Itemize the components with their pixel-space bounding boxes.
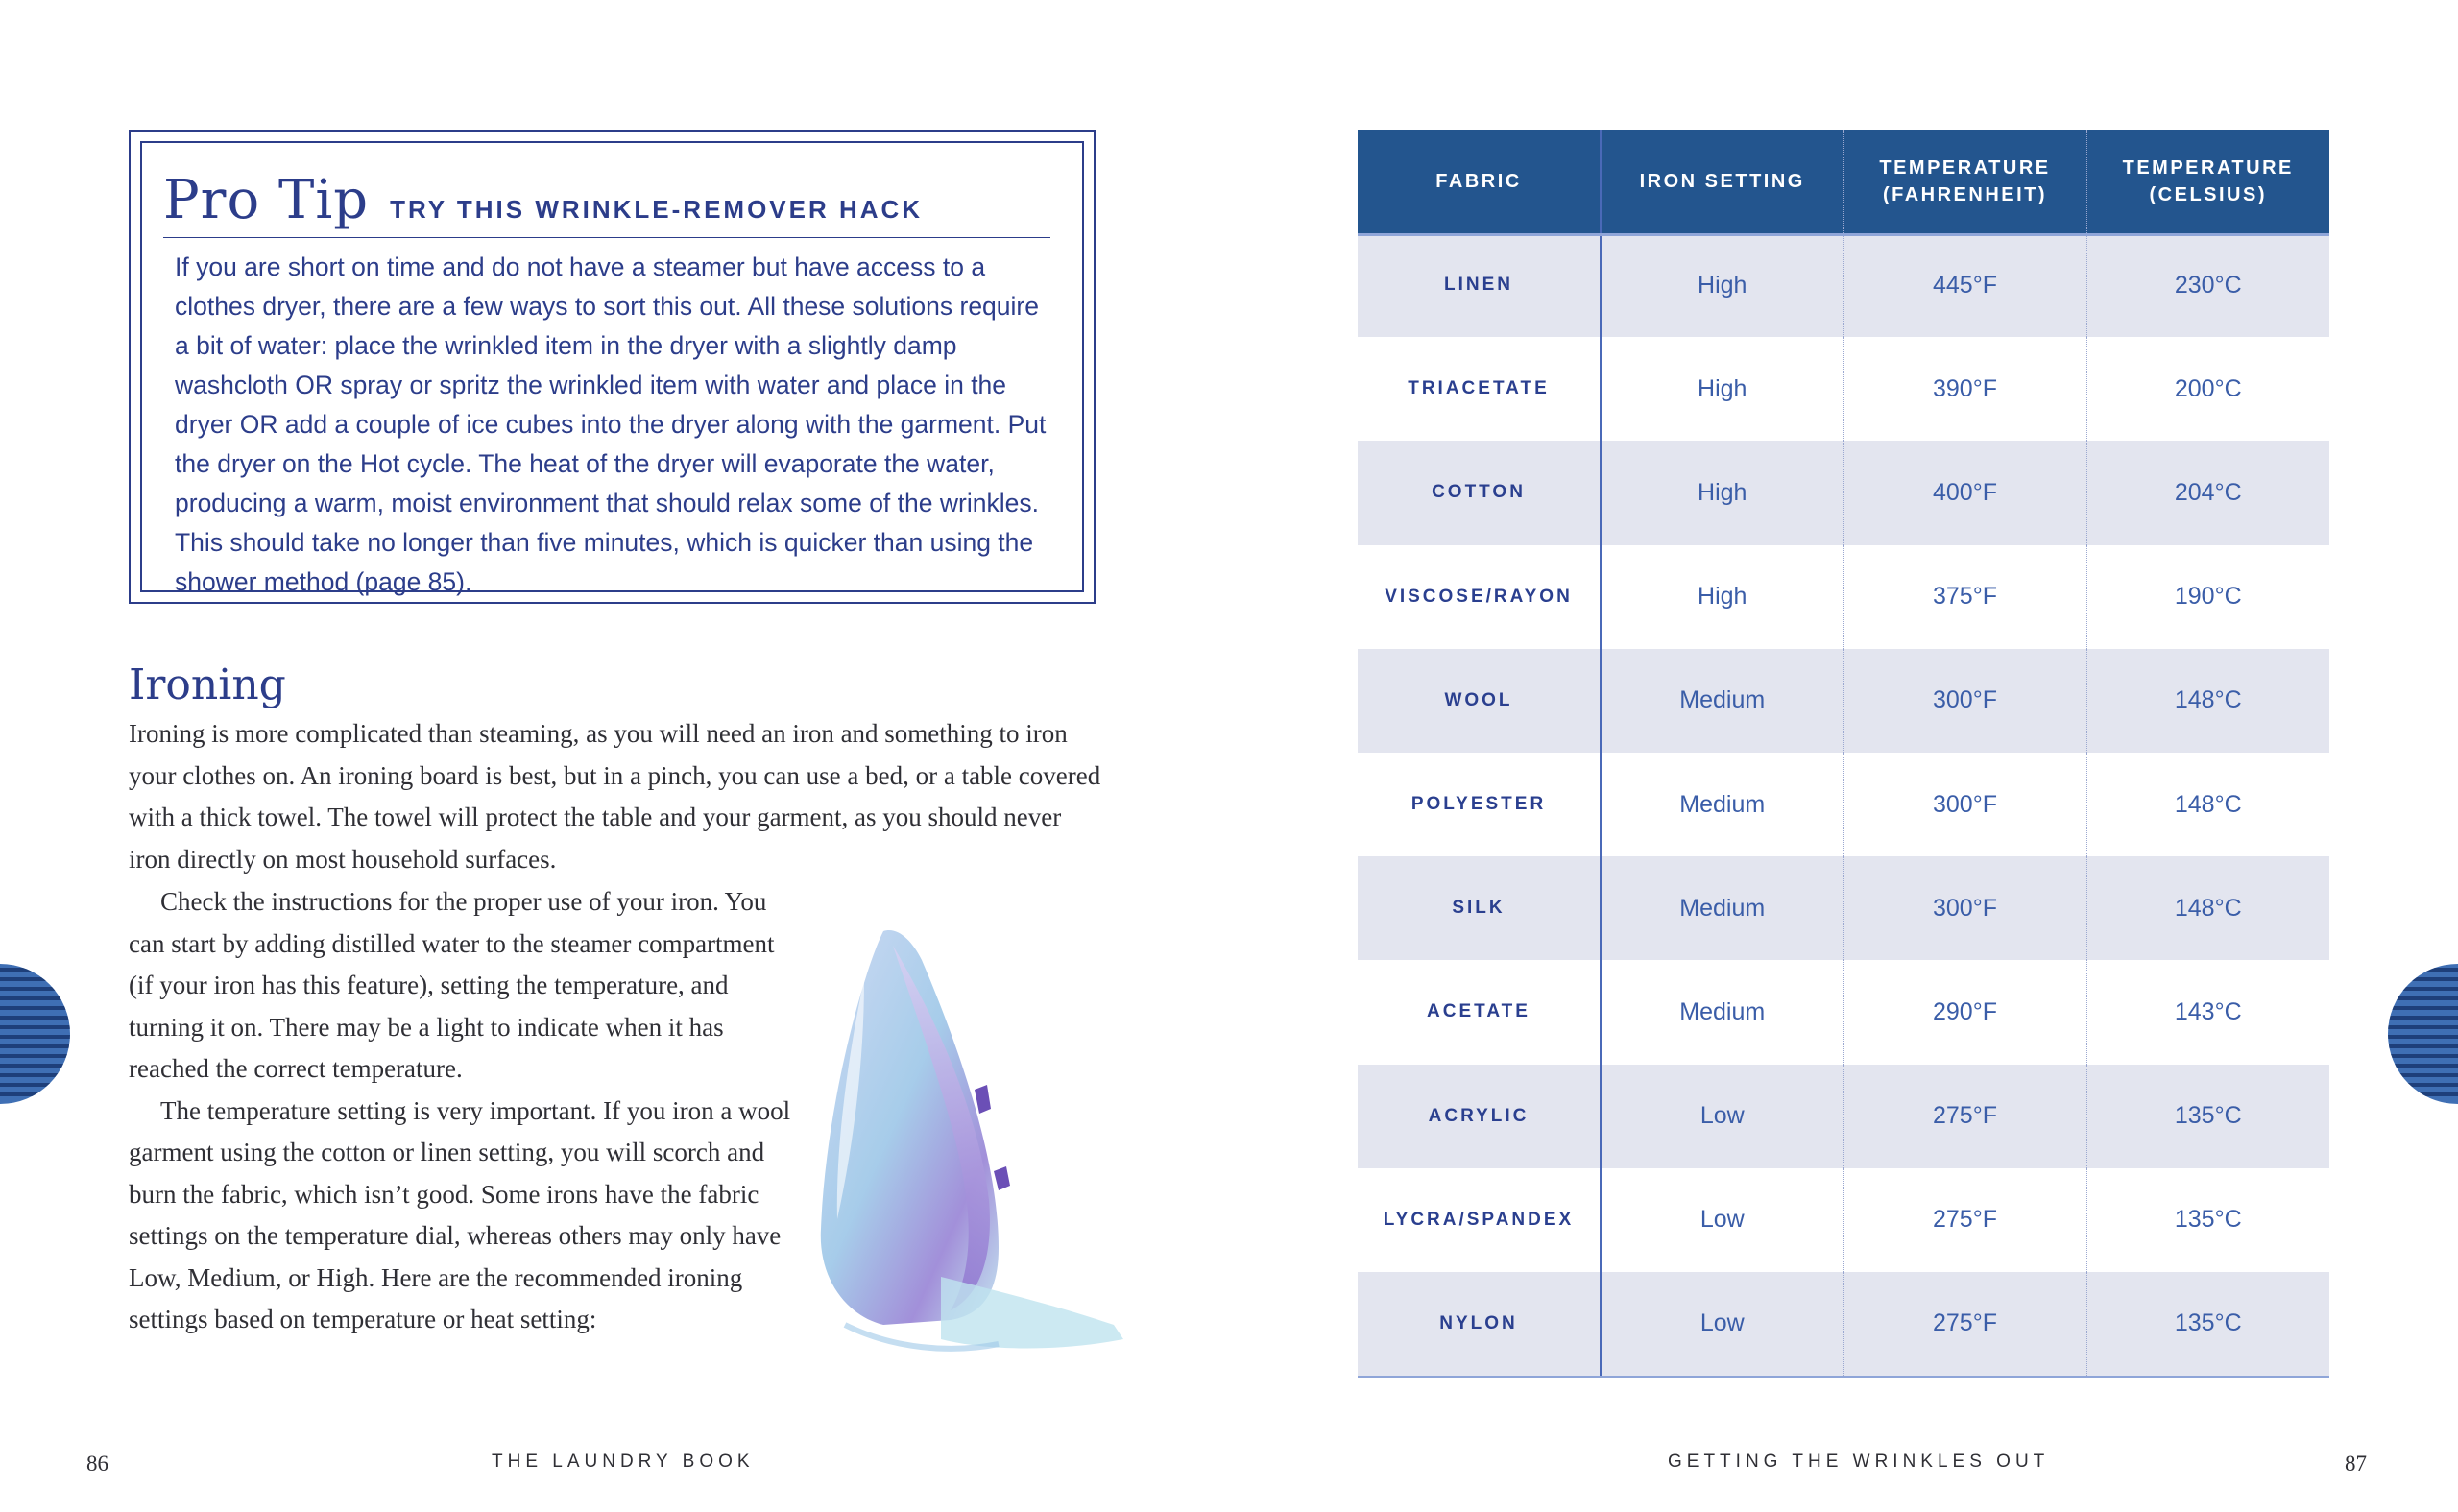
fabric-cell: LINEN bbox=[1358, 233, 1601, 337]
table-footer-rule bbox=[1358, 1376, 2329, 1380]
celsius-cell: 148°C bbox=[2086, 753, 2329, 856]
table-row bbox=[1358, 1168, 2329, 1272]
left-side-stripe-tab bbox=[0, 964, 71, 1104]
fabric-cell: LYCRA/SPANDEX bbox=[1383, 1209, 1575, 1230]
fahrenheit-cell: 290°F bbox=[1844, 960, 2086, 1064]
running-title-left: THE LAUNDRY BOOK bbox=[492, 1452, 755, 1472]
fabric-cell: POLYESTER bbox=[1410, 794, 1547, 815]
column-header-temp-fahrenheit: TEMPERATURE (FAHRENHEIT) bbox=[1844, 130, 2086, 233]
celsius-cell: 143°C bbox=[2086, 960, 2329, 1064]
ironing-paragraph-2: Check the instructions for the proper use of your iron. You can start by adding distilled water to the steamer compartment (if your iron has this feature), setting the temperature, and turning it on. There may be a light to indicate when it has reached the correct temperature. bbox=[129, 887, 775, 1083]
table-row bbox=[1358, 856, 2329, 960]
celsius-cell: 135°C bbox=[2086, 1272, 2329, 1376]
ironing-settings-table bbox=[1358, 130, 2329, 1376]
ironing-paragraph-1 bbox=[129, 713, 1108, 880]
setting-cell: High bbox=[1601, 441, 1844, 544]
table-row bbox=[1358, 960, 2329, 1064]
setting-cell: Medium bbox=[1601, 960, 1844, 1064]
protip-subtitle: TRY THIS WRINKLE-REMOVER HACK bbox=[390, 195, 924, 224]
fabric-cell: TRIACETATE bbox=[1408, 378, 1550, 399]
page-number-left: 86 bbox=[86, 1452, 108, 1476]
celsius-cell: 204°C bbox=[2086, 441, 2329, 544]
fahrenheit-cell: 275°F bbox=[1844, 1065, 2086, 1168]
celsius-cell: 148°C bbox=[2086, 649, 2329, 753]
table-header-row bbox=[1358, 130, 2329, 233]
fahrenheit-cell: 390°F bbox=[1844, 337, 2086, 441]
protip-title: Pro Tip bbox=[163, 169, 370, 231]
column-header-temp-celsius: TEMPERATURE (CELSIUS) bbox=[2086, 130, 2329, 233]
ironing-paragraph-3: The temperature setting is very important. If you iron a wool garment using the cotton or linen setting, you will scorch and burn the fabric, which isn’t good. Some irons have the fabric settings on the temperature dial, whereas others may only have Low, Medium, or High. Here are the recommended ironing settings based on temperature or heat setting: bbox=[129, 1095, 791, 1333]
table-row bbox=[1358, 1272, 2329, 1376]
setting-cell: High bbox=[1601, 337, 1844, 441]
fahrenheit-cell: 375°F bbox=[1844, 545, 2086, 649]
setting-cell: Medium bbox=[1601, 753, 1844, 856]
table-row bbox=[1358, 649, 2329, 753]
setting-cell: High bbox=[1601, 233, 1844, 337]
celsius-cell: 135°C bbox=[2086, 1065, 2329, 1168]
table-header-rule bbox=[1358, 233, 2329, 236]
ironing-paragraph-1-text: Ironing is more complicated than steaming, as you will need an iron and something to iron your clothes on. An ironing board is best, but in a pinch, you can use a bed, or a table covered with a thick towel. The towel will protect the table and your garment, as you should never iron directly on most household surfaces. bbox=[129, 719, 1101, 874]
celsius-cell: 190°C bbox=[2086, 545, 2329, 649]
table-row bbox=[1358, 1065, 2329, 1168]
iron-illustration bbox=[807, 912, 1133, 1382]
fahrenheit-cell: 445°F bbox=[1844, 233, 2086, 337]
running-title-right: GETTING THE WRINKLES OUT bbox=[1668, 1452, 2050, 1472]
setting-cell: Medium bbox=[1601, 856, 1844, 960]
ironing-paragraphs-2-3 bbox=[129, 881, 801, 1341]
column-header-fabric: FABRIC bbox=[1358, 130, 1601, 233]
setting-cell: Medium bbox=[1601, 649, 1844, 753]
fabric-cell: WOOL bbox=[1358, 649, 1601, 753]
setting-cell: Low bbox=[1601, 1065, 1844, 1168]
fahrenheit-cell: 400°F bbox=[1844, 441, 2086, 544]
fabric-cell: ACRYLIC bbox=[1358, 1065, 1601, 1168]
table-row bbox=[1358, 337, 2329, 441]
right-side-stripe-tab bbox=[2387, 964, 2458, 1104]
page-number-right: 87 bbox=[2345, 1452, 2367, 1476]
celsius-cell: 230°C bbox=[2086, 233, 2329, 337]
protip-body: If you are short on time and do not have a steamer but have access to a clothes dryer, there are a few ways to sort this out. All these solutions require a bit of water: place the wrinkled item in the dryer with a slightly damp washcloth OR spray or spritz the wrinkled item with water and place in the dryer OR add a couple of ice cubes into the dryer along with the garment. Put the dryer on the Hot cycle. The heat of the dryer will evaporate the water, producing a warm, moist environment that should relax some of the wrinkles. This should take no longer than five minutes, which is quicker than using the shower method (page 85). bbox=[175, 252, 1047, 596]
fahrenheit-cell: 300°F bbox=[1844, 753, 2086, 856]
setting-cell: Low bbox=[1601, 1168, 1844, 1272]
fabric-cell: COTTON bbox=[1358, 441, 1601, 544]
protip-header bbox=[163, 171, 1050, 238]
table-row bbox=[1358, 545, 2329, 649]
celsius-cell: 200°C bbox=[2086, 337, 2329, 441]
fabric-cell: ACETATE bbox=[1427, 1001, 1530, 1022]
table-row bbox=[1358, 441, 2329, 544]
fahrenheit-cell: 300°F bbox=[1844, 856, 2086, 960]
fabric-cell: NYLON bbox=[1358, 1272, 1601, 1376]
celsius-cell: 135°C bbox=[2086, 1168, 2329, 1272]
fabric-cell: VISCOSE/RAYON bbox=[1385, 586, 1573, 607]
fahrenheit-cell: 275°F bbox=[1844, 1168, 2086, 1272]
fabric-cell: SILK bbox=[1358, 856, 1601, 960]
setting-cell: High bbox=[1601, 545, 1844, 649]
table-row bbox=[1358, 233, 2329, 337]
setting-cell: Low bbox=[1601, 1272, 1844, 1376]
section-title-ironing: Ironing bbox=[129, 660, 286, 709]
table-row bbox=[1358, 753, 2329, 856]
celsius-cell: 148°C bbox=[2086, 856, 2329, 960]
column-header-iron-setting: IRON SETTING bbox=[1601, 130, 1844, 233]
fahrenheit-cell: 275°F bbox=[1844, 1272, 2086, 1376]
fahrenheit-cell: 300°F bbox=[1844, 649, 2086, 753]
